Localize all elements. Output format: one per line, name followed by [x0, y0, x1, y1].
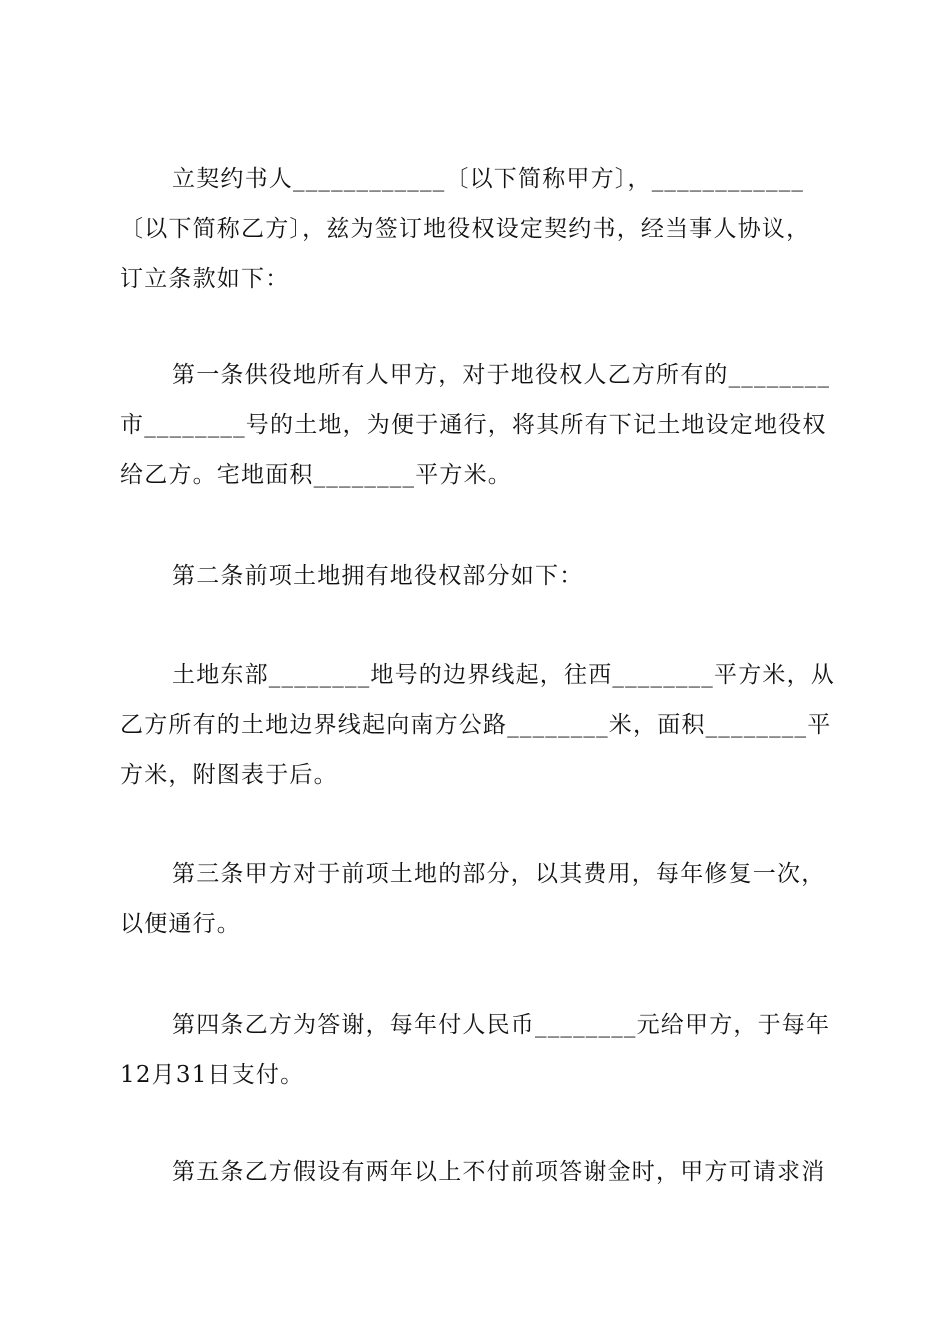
paragraph-line: 给乙方。宅地面积________平方米。 — [120, 462, 512, 488]
paragraph-article-1 — [120, 350, 832, 500]
paragraph-intro — [120, 154, 832, 304]
paragraph-line: 以便通行。 — [120, 911, 241, 937]
paragraph-line: 第三条甲方对于前项土地的部分，以其费用，每年修复一次， — [172, 861, 826, 887]
paragraph-line: 市________号的土地，为便于通行，将其所有下记土地设定地役权 — [120, 412, 827, 438]
paragraph-article-2 — [120, 551, 832, 601]
paragraph-line: 立契约书人____________〔以下简称甲方〕，____________ — [172, 166, 805, 192]
paragraph-line: 第二条前项土地拥有地役权部分如下： — [172, 563, 584, 589]
paragraph-article-4 — [120, 1000, 832, 1100]
paragraph-line: 订立条款如下： — [120, 266, 290, 292]
paragraph-article-5 — [120, 1147, 832, 1197]
paragraph-line: 12月31日支付。 — [120, 1062, 305, 1088]
paragraph-line: 土地东部________地号的边界线起，往西________平方米，从 — [172, 662, 835, 688]
paragraph-line: 第一条供役地所有人甲方，对于地役权人乙方所有的________ — [172, 362, 831, 388]
paragraph-line: 方米，附图表于后。 — [120, 762, 338, 788]
paragraph-line: 〔以下简称乙方〕，兹为签订地役权设定契约书，经当事人协议， — [120, 216, 811, 242]
paragraph-article-3 — [120, 849, 832, 949]
paragraph-line: 第四条乙方为答谢，每年付人民币________元给甲方，于每年 — [172, 1012, 831, 1038]
paragraph-land-description — [120, 650, 835, 800]
paragraph-line: 乙方所有的土地边界线起向南方公路________米，面积________平 — [120, 712, 832, 738]
paragraph-line: 第五条乙方假设有两年以上不付前项答谢金时，甲方可请求消 — [172, 1159, 826, 1185]
